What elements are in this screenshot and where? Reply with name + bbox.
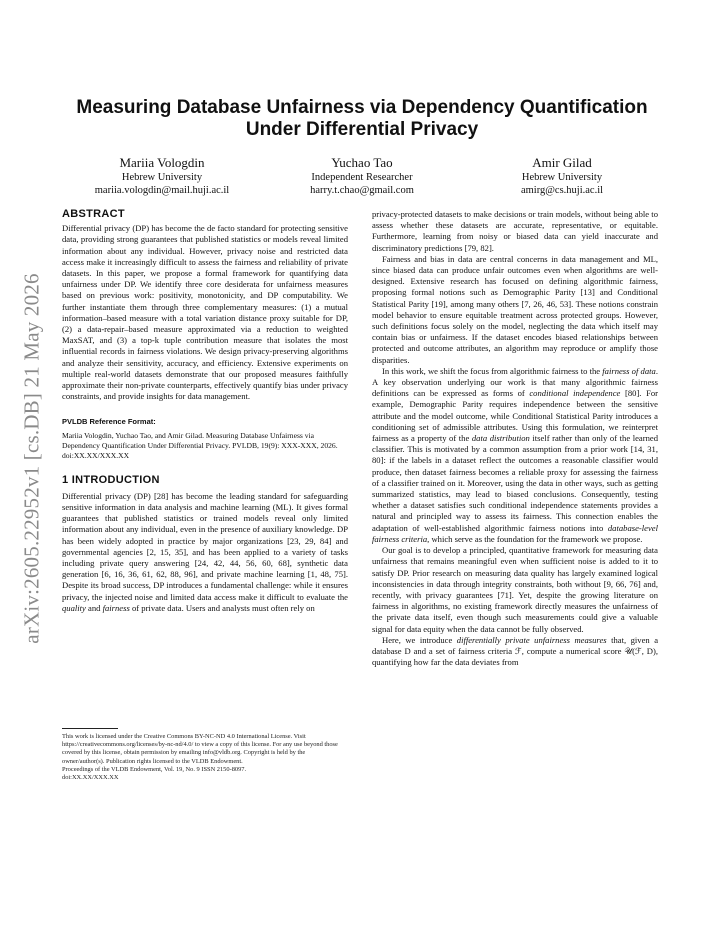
author-email[interactable]: amirg@cs.huji.ac.il	[520, 185, 604, 196]
author-name: Amir Gilad	[532, 155, 592, 170]
intro-text: of private data. Users and analysts must often rely on	[129, 602, 315, 613]
body-text: , which serve as the foundation for the framework we propose.	[427, 533, 643, 544]
author-block	[62, 155, 662, 197]
reference-format-heading: PVLDB Reference Format:	[62, 417, 156, 427]
intro-emphasis-quality: quality	[62, 602, 86, 613]
left-column	[62, 209, 348, 614]
body-paragraph	[372, 366, 658, 545]
body-text: [80]. For example, Demographic Parity requires independence between the sensitive attribute and the model outcome, while Conditional Statistical Parity introduces a conditioning set of admissible attributes. Using this formulation, we reinterpret fairness as a property of the	[372, 388, 659, 444]
license-text: This work is licensed under the Creative Commons BY-NC-ND 4.0 International License. Visit https://creativecommons.org/licenses/by-nc-nd/4.0/ to view a copy of this license. For any use beyond those covered by this license, obtain permission by emailing info@vldb.org. Copyright is held by the owner/author(s). Publication rights licensed to the VLDB Endowment.	[62, 733, 338, 765]
body-text: Here, we introduce	[382, 634, 457, 645]
author-email[interactable]: mariia.vologdin@mail.huji.ac.il	[94, 185, 230, 196]
paper-title: Measuring Database Unfairness via Dependency Quantification Under Differential Privacy	[76, 97, 648, 140]
proceedings-text: Proceedings of the VLDB Endowment, Vol. 19, No. 9 ISSN 2150-8097.	[62, 765, 247, 773]
body-emphasis: fairness of data	[602, 365, 656, 376]
body-text: In this work, we shift the focus from algorithmic fairness to the	[382, 365, 603, 376]
intro-emphasis-fairness: fairness	[102, 602, 130, 613]
intro-text: Differential privacy (DP) [28] has become the leading standard for safeguarding sensitive information in data analysis and machine learning (ML). It gives formal guarantees that published statistics or trained models reveal only limited information about any individual, even in the presence of auxiliary knowledge. DP has been widely adopted in practice by major organizations [23, 29, 84] and governmental agencies [2, 15, 35], and has been applied to a variety of tasks including private query answering [24, 42, 44, 56, 60, 68], synthetic data generation [6, 16, 36, 61, 62, 88, 96], and private machine learning [1, 48, 75]. Despite its broad success, DP introduces a fundamental challenge: while it ensures privacy, the injected noise and limited data access make it difficult to evaluate the	[62, 490, 348, 602]
introduction-paragraph	[62, 491, 348, 614]
reference-format-doi: doi:XX.XX/XXX.XX	[62, 450, 130, 460]
author-3	[462, 155, 662, 197]
license-footnote	[62, 728, 348, 782]
body-paragraph	[372, 635, 658, 669]
arxiv-identifier: arXiv:2605.22952v1 [cs.DB] 21 May 2026	[19, 272, 44, 644]
author-email[interactable]: harry.t.chao@gmail.com	[310, 185, 414, 196]
body-paragraph: Fairness and bias in data are central concerns in data management and ML, since biased data can produce unfair outcomes even when algorithms are well-designed. Extensive research has focused on defining algorithmic fairness, proposing formal notions such as Demographic Parity [13] and Conditional Statistical Parity [19], among many others [7, 26, 46, 53]. These notions constrain model behavior to ensure equitable treatment across protected groups. However, such definitions focus solely on the model, neglecting the data which itself may contain bias or unfairness. If the dataset encodes biased relationships between protected and outcome attributes, an algorithm may reproduce or amplify those disparities.	[372, 253, 658, 365]
arxiv-sidebar	[14, 208, 50, 708]
right-column	[372, 209, 658, 668]
author-affiliation: Hebrew University	[521, 172, 603, 183]
body-emphasis: conditional independence	[529, 388, 621, 399]
author-affiliation: Independent Researcher	[311, 172, 413, 183]
body-emphasis: differentially private unfairness measures	[456, 634, 607, 645]
author-affiliation: Hebrew University	[121, 172, 203, 183]
author-1	[62, 155, 262, 197]
body-text: . A key observation underlying our work is that many algorithmic fairness definitions can be expressed as forms of	[372, 365, 658, 399]
footnote-doi: doi:XX.XX/XXX.XX	[62, 774, 119, 782]
author-2	[262, 155, 462, 197]
body-paragraph: Our goal is to develop a principled, quantitative framework for measuring data unfairness that remains meaningful even when sufficient noise is added to it to satisfy DP. Prior research on measuring data quality has largely examined logical inconsistencies in data through integrity constraints, both without [9, 66, 76] and, recently, with privacy guarantees [71]. Yet, despite the growing literature on fairness in algorithms, no existing framework directly measures the unfairness of the private data itself, even though such measurements could give a valuable signal for data equity when the data cannot be fully observed.	[372, 545, 658, 634]
reference-format-text: Mariia Vologdin, Yuchao Tao, and Amir Gilad. Measuring Database Unfairness via Dependency Quantification Under Differential Privacy. PVLDB, 19(9): XXX-XXX, 2026.	[62, 430, 338, 450]
abstract-text: Differential privacy (DP) has become the de facto standard for protecting sensitive data, providing strong guarantees that published statistics or models reveal limited information about any individual. However, privacy noise and restricted data access make it increasingly difficult to assess the fairness and reliability of private datasets. In this paper, we propose a formal framework for quantifying data unfairness under DP. We identify three core desiderata for unfairness measures based on previous work: positivity, monotonicity, and DP computability. We further instantiate them through three complementary measures: (1) a mutual information–based measure with a total variation distance proxy suitable for DP, (2) a data-repair–based measure approximated via a reduction to weighted MaxSAT, and (3) a top-k tuple contribution measure that isolates the most influential records in fairness violations. We design privacy-preserving algorithms and analyze their sensitivity, accuracy, and efficiency. Extensive experiments on multiple real-world datasets demonstrate that our proposed measures faithfully approximate their non-private counterparts, effectively quantify bias under privacy constraints, and provide insights for data management.	[62, 223, 348, 402]
body-paragraph: privacy-protected datasets to make decisions or train models, without being able to assess whether these datasets are accurate, representative, or equitable. Furthermore, learning from noisy or biased data can yield inaccurate and discriminatory predictions [79, 82].	[372, 209, 658, 253]
intro-text: and	[85, 602, 103, 613]
footnote-divider	[62, 728, 118, 729]
author-name: Mariia Vologdin	[119, 155, 205, 170]
body-text: itself rather than only of the learned classifier. This is motivated by a common assumption from a prior work [14, 31, 80]: if the labels in a dataset reflect the outcomes a reasonable classifier would produce, then dataset fairness becomes a reliable proxy for assessing the fairness of a classifier trained on it. Moreover, using the data in other ways, such as getting summarized statistics, may lead to biased conclusions. Consequently, testing whether a dataset satisfies such conditional independence statements provides a natural and principled way to assess its fairness. This connection enables the adaptation of well-established algorithmic fairness notions into	[372, 433, 658, 533]
abstract-heading: ABSTRACT	[62, 208, 125, 220]
author-name: Yuchao Tao	[331, 155, 393, 170]
introduction-heading: 1 INTRODUCTION	[62, 473, 160, 486]
body-emphasis: database-level fairness criteria	[372, 522, 658, 544]
body-text: that, given a database D and a set of fairness criteria ℱ, compute a numerical score 𝒰(ℱ, D), quantifying how far the data deviates from	[372, 634, 659, 668]
body-emphasis: data distribution	[471, 433, 530, 444]
